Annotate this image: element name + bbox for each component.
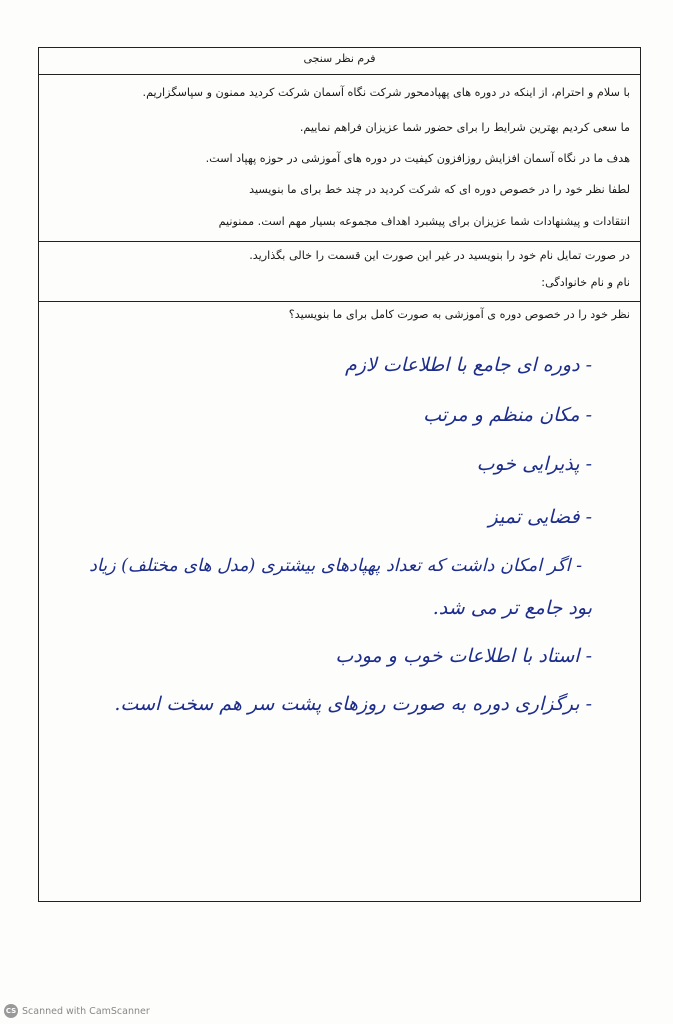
scanner-watermark-text: Scanned with CamScanner bbox=[22, 1005, 150, 1017]
divider-title bbox=[39, 74, 640, 75]
handwritten-line-4: - فضایی تمیز bbox=[488, 506, 592, 528]
handwritten-line-5: - اگر امکان داشت که تعداد پهپادهای بیشتری (مدل های مختلف) زیاد bbox=[89, 556, 582, 576]
handwritten-line-6: بود جامع تر می شد. bbox=[432, 597, 592, 619]
handwritten-line-1: - دوره ای جامع با اطلاعات لازم bbox=[345, 354, 592, 376]
handwritten-line-2: - مکان منظم و مرتب bbox=[423, 404, 592, 426]
form-title: فرم نظر سنجی bbox=[303, 52, 376, 65]
handwritten-line-3: - پذیرایی خوب bbox=[476, 453, 592, 475]
divider-intro bbox=[39, 241, 640, 242]
intro-line-2: ما سعی کردیم بهترین شرایط را برای حضور شما عزیزان فراهم نماییم. bbox=[299, 121, 630, 134]
intro-line-4: لطفا نظر خود را در خصوص دوره ای که شرکت کردید در چند خط برای ما بنویسید bbox=[249, 183, 630, 196]
camscanner-icon: CS bbox=[4, 1004, 18, 1018]
feedback-form bbox=[38, 47, 641, 902]
divider-name bbox=[39, 301, 640, 302]
intro-line-3: هدف ما در نگاه آسمان افزایش روزافزون کیفیت در دوره های آموزشی در حوزه پهپاد است. bbox=[205, 152, 630, 165]
handwritten-line-8: - برگزاری دوره به صورت روزهای پشت سر هم سخت است. bbox=[114, 693, 592, 715]
intro-line-5: انتقادات و پیشنهادات شما عزیزان برای پیشبرد اهداف مجموعه بسیار مهم است. ممنونیم bbox=[218, 215, 630, 228]
feedback-prompt: نظر خود را در خصوص دوره ی آموزشی به صورت کامل برای ما بنویسید؟ bbox=[288, 308, 630, 321]
scanner-watermark bbox=[4, 1004, 150, 1018]
handwritten-line-7: - استاد با اطلاعات خوب و مودب bbox=[335, 645, 592, 667]
intro-line-1: با سلام و احترام، از اینکه در دوره های پهپادمحور شرکت نگاه آسمان شرکت کردید ممنون و سپاسگزاریم. bbox=[142, 86, 630, 99]
name-field-label: نام و نام خانوادگی: bbox=[541, 276, 630, 289]
name-instruction: در صورت تمایل نام خود را بنویسید در غیر این صورت این قسمت را خالی بگذارید. bbox=[249, 249, 630, 262]
